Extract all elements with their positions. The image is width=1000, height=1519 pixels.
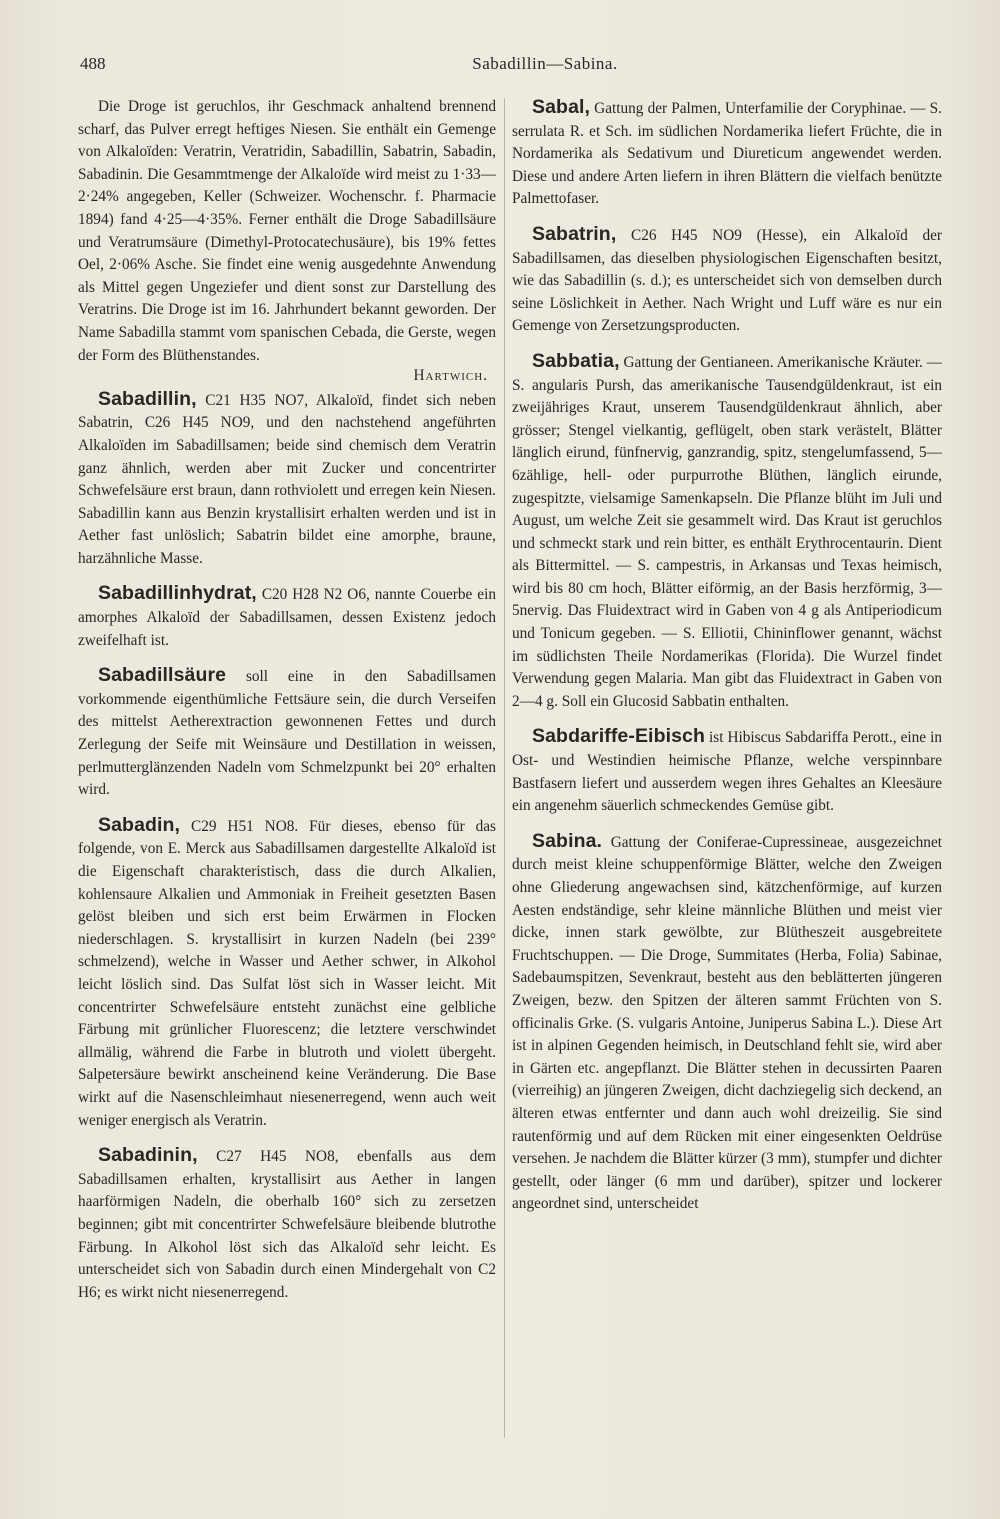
entry-sabadillinhydrat bbox=[78, 582, 496, 652]
entry-sabdariffe-eibisch bbox=[512, 725, 942, 817]
author-signature: Hartwich. bbox=[413, 367, 488, 385]
entry-sabadinin bbox=[78, 1144, 496, 1304]
entry-text: C20 H28 N2 O6, nannte Couerbe ein amorphes Alkaloïd der Sabadillsamen, dessen Existenz jedoch zweifelhaft ist. bbox=[78, 586, 496, 649]
headword: Sabdariffe-Eibisch bbox=[532, 725, 706, 748]
headword: Sabina. bbox=[532, 829, 603, 852]
headword: Sabbatia, bbox=[532, 349, 620, 372]
entry-text: Gattung der Coniferae-Cupressineae, ausgezeichnet durch meist kleine schuppenförmige Blätter, welche den Zweigen ohne Gliederung angewachsen sind, kätzchenförmige, auf kurzen Aesten endständige, sehr kleine männliche Blüthen und meist vier dicke, innen stark gewölbte, zur Blütheszeit ausgebreitete Fruchtschuppen. — Die Droge, Summitates (Herba, Folia) Sabinae, Sadebaumspitzen, Sevenkraut, besteht aus den beblätterten jüngeren Zweigen, bezw. den Spitzen der älteren sammt Früchten von S. officinalis Grke. (S. vulgaris Antoine, Juniperus Sabina L.). Diese Art ist in alpinen Gegenden heimisch, in Deutschland fehlt sie, wird aber in Gärten etc. angepflanzt. Die Blätter stehen in decussirten Paaren (vierreihig) an jüngeren Zweigen, dicht dachziegelig sich deckend, an älteren etwas entfernter und dann auch wohl dreizeilig. Sie sind rautenförmig und auf dem Rücken mit einer eingesenkten Oeldrüse versehen. Je nachdem die Blätter kürzer (3 mm), stumpfer und dichter gestellt, oder länger (6 mm und darüber), spitzer und lockerer angeordnet sind, unterscheidet bbox=[512, 833, 942, 1213]
entry-sabbatia bbox=[512, 350, 942, 714]
column-divider bbox=[504, 98, 505, 1438]
headword: Sabadillsäure bbox=[98, 664, 227, 687]
left-column bbox=[78, 96, 496, 1479]
headword: Sabadillinhydrat, bbox=[98, 582, 257, 605]
headword: Sabatrin, bbox=[532, 222, 617, 245]
right-column bbox=[512, 96, 942, 1479]
page-header bbox=[80, 54, 940, 84]
entry-sabadillin bbox=[78, 388, 496, 571]
entry-text: Gattung der Gentianeen. Amerikanische Kräuter. — S. angularis Pursh, das amerikanische Tausendgüldenkraut, ist ein zweijähriges Kraut, unserem Tausendgüldenkraut ähnlich, aber grösser; Stengel vielkantig, geflügelt, oben stark verästelt, Blätter länglich eirund, fünfnervig, ganzrandig, spitz, stengelumfassend, 5—6zählige, hell- oder purpurrothe Blüthen, länglich eirunde, zugespitzte, vielsamige Samenkapseln. Die Pflanze blüht im Juli und August, um welche Zeit sie gesammelt wird. Das Kraut ist geruchlos und schmeckt stark und rein bitter, es enthält Erythrocentaurin. Dient als Bittermittel. — S. campestris, in Arkansas und Texas heimisch, wird bis 80 cm hoch, Blätter eiförmig, an der Basis herzförmig, 3—5nervig. Das Fluidextract wird in Gaben von 4 g als Antiperiodicum und Tonicum gegeben. — S. Elliotii, Chininflower genannt, wächst im südlichsten Theile Nordamerikas (Florida). Die Wurzel findet Verwendung gegen Malaria. Man gibt das Fluidextract in Gaben von 2—4 g. Soll ein Glucosid Sabbatin enthalten. bbox=[512, 353, 942, 710]
intro-paragraph: Die Droge ist geruchlos, ihr Geschmack anhaltend brennend scharf, das Pulver erregt heftiges Niesen. Sie enthält ein Gemenge von Alkaloïden: Veratrin, Veratridin, Sabadillin, Sabatrin, Sabadin, Sabadinin. Die Gesammtmenge der Alkaloïde wird meist zu 1·33—2·24% angegeben, Keller (Schweizer. Wochenschr. f. Pharmacie 1894) fand 4·25—4·35%. Ferner enthält die Droge Sabadillsäure und Veratrumsäure (Dimethyl-Protocatechusäure), bis 19% fettes Oel, 2·06% Asche. Sie findet eine wenig ausgedehnte Anwendung als Mittel gegen Ungeziefer und dient sonst zur Darstellung des Veratrins. Die Droge ist im 16. Jahrhundert bekannt geworden. Der Name Sabadilla stammt vom spanischen Cebada, die Gerste, wegen der Form des Blüthenstandes. bbox=[78, 98, 496, 364]
running-head: Sabadillin—Sabina. bbox=[472, 54, 618, 73]
entry-text: soll eine in den Sabadillsamen vorkommende eigenthümliche Fettsäure sein, die durch Verseifen des mittelst Aetherextraction gewonnenen Fettes und durch Zerlegung der Seife mit Weinsäure und Destillation in weissen, perlmutterglänzenden Nadeln vom Schmelzpunkt bei 20° erhalten wird. bbox=[78, 668, 496, 799]
entry-sabadin bbox=[78, 814, 496, 1132]
page-number: 488 bbox=[80, 54, 106, 73]
entry-text: C26 H45 NO9 (Hesse), ein Alkaloïd der Sabadillsamen, das dieselben physiologischen Eigenschaften besitzt, wie das Sabadillin (s. d.); es unterscheidet sich von demselben durch seine Löslichkeit in Aether. Nach Wright und Luff wäre es nur ein Gemenge von Zersetzungsproducten. bbox=[512, 226, 942, 335]
headword: Sabadillin, bbox=[98, 387, 197, 410]
entry-sabina bbox=[512, 830, 942, 1216]
headword: Sabadinin, bbox=[98, 1144, 198, 1167]
entry-sabatrin bbox=[512, 223, 942, 338]
entry-text: ist Hibiscus Sabdariffa Perott., eine in Ost- und Westindien heimische Pflanze, welche verspinnbare Bastfasern liefert und ausserdem wegen ihres Gehaltes an Kleesäure ein angenehm säuerlich schmeckendes Gemüse gibt. bbox=[512, 729, 942, 815]
entry-text: C29 H51 NO8. Für dieses, ebenso für das folgende, von E. Merck aus Sabadillsamen dargestellte Alkaloïd ist die Eigenschaft charakteristisch, dass die durch Alkalien, kohlensaure Alkalien und Ammoniak in Freiheit gesetzten Basen gelöst bleiben und sich erst beim Erwärmen in Flocken niederschlagen. S. krystallisirt in kurzen Nadeln (bei 239° schmelzend), welche in Wasser und Aether schwer, in Alkohol leicht löslich sind. Das Sulfat löst sich in Wasser leicht. Mit concentrirter Schwefelsäure entsteht zunächst eine gelbliche Färbung mit grünlicher Fluorescenz; die letztere verschwindet allmälig, während die Farbe in blutroth und violett übergeht. Salpetersäure bewirkt anscheinend keine Veränderung. Die Base wirkt auf die Nasenschleimhaut niesenerregend, wenn auch weit weniger energisch als Veratrin. bbox=[78, 817, 496, 1129]
entry-text: Gattung der Palmen, Unterfamilie der Coryphinae. — S. serrulata R. et Sch. im südlichen Nordamerika liefert Früchte, die in Nordamerika als Sedativum und Diureticum angewendet werden. Diese und andere Arten liefern in ihren Blättern die vielfach benützte Palmettofaser. bbox=[512, 100, 942, 208]
headword: Sabal, bbox=[532, 96, 591, 118]
headword: Sabadin, bbox=[98, 813, 181, 836]
entry-text: C21 H35 NO7, Alkaloïd, findet sich neben Sabatrin, C26 H45 NO9, und den nachstehend angeführten Alkaloïden im Sabadillsamen; beide sind chemisch dem Veratrin ganz ähnlich, werden aber mit Zucker und concentrirter Schwefelsäure erst braun, dann rothviolett und erregen kein Niesen. Sabadillin kann aus Benzin krystallisirt erhalten werden und ist in Aether fast unlöslich; Sabatrin bildet eine amorphe, braune, harzähnliche Masse. bbox=[78, 391, 496, 567]
entry-sabadillsaeure bbox=[78, 664, 496, 802]
entry-text: C27 H45 NO8, ebenfalls aus dem Sabadillsamen erhalten, krystallisirt aus Aether in langen haarförmigen Nadeln, die oberhalb 160° sich zu zersetzen beginnen; gibt mit concentrirter Schwefelsäure bleibende blutrothe Färbung. In Alkohol löst sich das Alkaloïd sehr leicht. Es unterscheidet sich von Sabadin durch einen Mindergehalt von C2 H6; es wirkt nicht niesenerregend. bbox=[78, 1148, 496, 1301]
entry-sabal bbox=[512, 96, 942, 211]
